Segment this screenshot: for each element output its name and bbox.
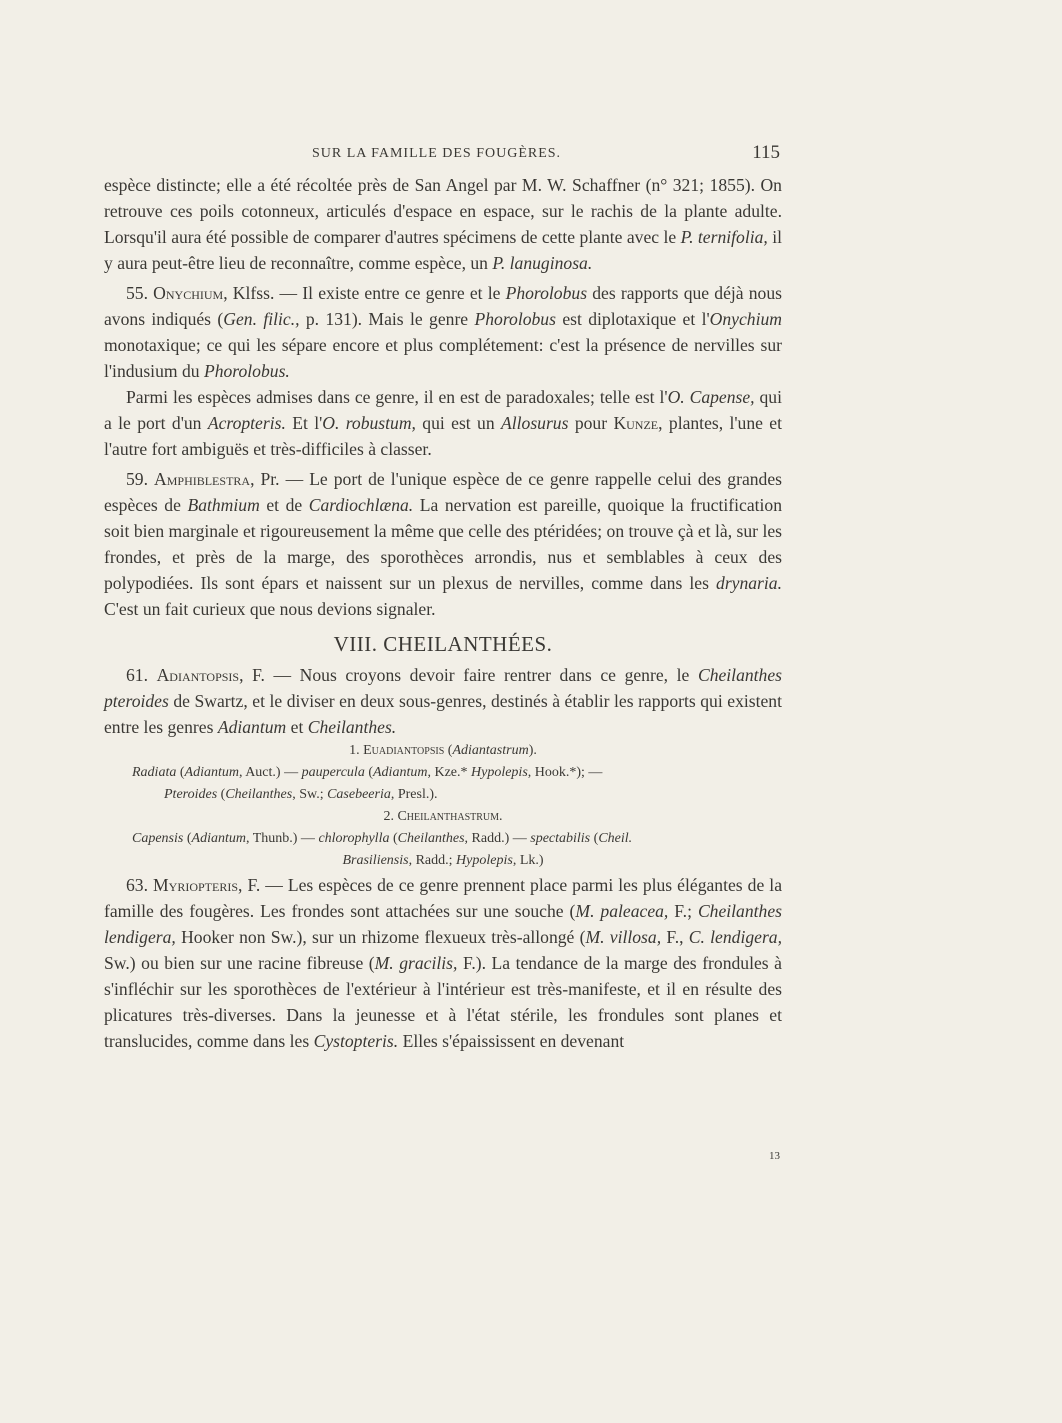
- text-run: Elles s'épaississent en devenant: [398, 1031, 625, 1051]
- text-run: (: [364, 765, 373, 780]
- text-run: .: [499, 809, 503, 824]
- text-run: des rapports que déjà nous avons indiqués (: [104, 283, 782, 329]
- text-run: monotaxique; ce qui les sépare encore et plus complétement: c'est la présence de nervilles sur l'indusium du: [104, 335, 782, 381]
- section-heading: VIII. CHEILANTHÉES.: [333, 632, 553, 656]
- paragraph-amphiblestra: [104, 466, 782, 622]
- species-name: Cheilanthes pteroides: [104, 665, 783, 711]
- subgenus-heading-1: [104, 740, 782, 762]
- running-title: SUR LA FAMILLE DES FOUGÈRES.: [312, 146, 562, 161]
- genus-italic: Cheilanthes: [225, 787, 293, 802]
- text-run: , Radd.;: [408, 853, 457, 868]
- text-run: (: [590, 831, 599, 846]
- signature-mark: 13: [769, 1150, 780, 1162]
- paragraph-continued: [104, 172, 782, 276]
- species-name: Cheilanthes lendigera,: [104, 901, 782, 947]
- text-run: (: [389, 831, 398, 846]
- species-name: P. ternifolia,: [680, 227, 768, 247]
- species-name: spectabilis: [530, 831, 591, 846]
- species-name: Capensis: [132, 831, 184, 846]
- species-name: Radiata: [132, 765, 177, 780]
- genus-italic: Onychium: [709, 309, 782, 329]
- text-run: , plantes, l'une et l'autre fort ambiguës et très-difficiles à classer.: [104, 413, 782, 459]
- genus-italic: Bathmium: [187, 495, 260, 515]
- text-line: 1855). On retrouve ces poils cotonneux, articulés d'espace en espace, sur le rachis: [104, 175, 782, 221]
- text-run: F.,: [661, 927, 689, 947]
- genus-italic: Hypolepis: [471, 765, 528, 780]
- genus-italic: Allosurus: [501, 413, 569, 433]
- text-run: , Auct.) —: [238, 765, 302, 780]
- page-body: [104, 172, 782, 1054]
- subgenus-heading-2: [104, 806, 782, 828]
- species-name: paupercula: [301, 765, 365, 780]
- species-name: O. Capense,: [667, 387, 755, 407]
- genus-italic: Phorolobus: [474, 309, 556, 329]
- text-run: est diplotaxique et l': [555, 309, 710, 329]
- page-header: [104, 144, 780, 168]
- genus-italic: Cheilanthes.: [307, 717, 397, 737]
- text-line: espèce distincte; elle a été récoltée près de San Angel par M. W. Schaffner (n° 321;: [104, 175, 705, 195]
- species-name: chlorophylla: [318, 831, 390, 846]
- text-run: de Swartz, et le diviser en deux sous-genres, destinés à établir les rapports qui existent entre les genres: [104, 691, 782, 737]
- text-run: espèce, un: [414, 253, 493, 273]
- genus-italic: Hypolepis: [456, 853, 513, 868]
- text-run: , Thunb.) —: [245, 831, 319, 846]
- genus-italic: Phorolobus: [505, 283, 588, 303]
- text-run: F.;: [668, 901, 698, 921]
- author-name: Kunze: [613, 413, 659, 433]
- text-run: , Presl.).: [390, 787, 438, 802]
- subgenus-number: 1.: [349, 743, 364, 758]
- text-run: , Pr. — Le port de l'unique espèce de ce genre rappelle celui des grandes espèces de: [104, 469, 782, 515]
- genus-italic: drynaria.: [716, 573, 782, 593]
- genus-italic: Adiantum: [373, 765, 428, 780]
- paragraph-adiantopsis: [104, 662, 782, 740]
- genus-italic: Casebeeria: [327, 787, 391, 802]
- species-name: Brasiliensis: [342, 853, 409, 868]
- paragraph-onychium-species: [104, 384, 782, 462]
- species-name: P. lanuginosa.: [492, 253, 593, 273]
- text-run: pour: [568, 413, 614, 433]
- text-run: , F. — Nous croyons devoir faire rentrer dans ce genre, le: [239, 665, 698, 685]
- genus-italic: Acropteris.: [207, 413, 286, 433]
- text-line: de la plante adulte. Lorsqu'il aura été possible de comparer d'autres spécimens de: [104, 201, 783, 247]
- subgenus-number: 2.: [383, 809, 398, 824]
- text-run: , Kze.*: [427, 765, 471, 780]
- text-run: p. 131). Mais le genre: [299, 309, 475, 329]
- text-run: , Sw.;: [292, 787, 328, 802]
- text-run: qui a le port d'un: [104, 387, 782, 433]
- species-name: Pteroides: [164, 787, 218, 802]
- entry-number: 61.: [126, 665, 157, 685]
- text-run: qui est un: [415, 413, 501, 433]
- text-run: La nervation est pareille, quoique la fructification soit bien marginale et rigoureusement la même que celle des ptéridées; on trouve çà et là, sur les frondes, et près de la marge, des sporothèces arrondis, nus et semblables à ceux des polypodiées. Ils sont épars et naissent sur un plexus de nervilles, comme dans les: [104, 495, 782, 593]
- subgenus-name: Euadiantopsis: [363, 743, 445, 758]
- genus-italic: Adiantum: [184, 765, 239, 780]
- text-run: Parmi les espèces admises dans ce genre, il en est de paradoxales; telle est l': [126, 387, 668, 407]
- entry-number: 55.: [126, 283, 154, 303]
- genus-name: Amphiblestra: [154, 469, 251, 489]
- citation-italic: Gen. filic.,: [223, 309, 300, 329]
- species-name: O. robustum,: [322, 413, 416, 433]
- text-run: Hooker non Sw.), sur un rhizome flexueux très-allongé (: [175, 927, 586, 947]
- genus-italic: Cystopteris.: [313, 1031, 399, 1051]
- text-run: (: [176, 765, 185, 780]
- species-name: C. lendigera,: [688, 927, 782, 947]
- genus-italic: Adiantum: [191, 831, 246, 846]
- paragraph-onychium: [104, 280, 782, 384]
- paragraph-myriopteris: [104, 872, 782, 1054]
- genus-italic: Cheil.: [598, 831, 633, 846]
- page-number: 115: [752, 142, 780, 163]
- text-run: , Hook.*); —: [527, 765, 603, 780]
- text-run: , Klfss. — Il existe entre ce genre et le: [223, 283, 506, 303]
- genus-name: Myriopteris: [153, 875, 239, 895]
- text-run: et de: [259, 495, 309, 515]
- subgenus-name: Cheilanthastrum: [397, 809, 500, 824]
- text-run: (: [183, 831, 192, 846]
- text-run: Sw.) ou bien sur une racine fibreuse (: [104, 953, 375, 973]
- genus-italic: Cheilanthes: [397, 831, 465, 846]
- genus-italic: Adiantum: [217, 717, 287, 737]
- text-run: cette plante avec le: [541, 227, 681, 247]
- text-run: , Lk.): [512, 853, 544, 868]
- text-run: C'est un fait curieux que nous devions signaler.: [104, 599, 436, 619]
- genus-name: Onychium: [153, 283, 224, 303]
- subgenus-1-species: [104, 762, 782, 784]
- genus-italic: Phorolobus.: [203, 361, 290, 381]
- species-name: M. gracilis,: [374, 953, 458, 973]
- entry-number: 59.: [126, 469, 155, 489]
- text-run: et: [286, 717, 308, 737]
- text-run: F.). La tendance de la marge des frondules à s'infléchir sur les sporothèces de l'extérieur à l'intérieur est très-manifeste, et il en résulte des plicatures très-diverses. Dans la jeunesse et à l'état stérile, les frondules sont planes et translucides, comme dans les: [104, 953, 782, 1051]
- text-run: , F. — Les espèces de ce genre prennent place parmi les plus élégantes de la famille des fougères. Les frondes sont attachées sur une souche (: [104, 875, 783, 921]
- text-run: Et l': [285, 413, 323, 433]
- subgenus-2-species-cont: [104, 850, 782, 872]
- text-run: (: [217, 787, 226, 802]
- subgenus-synonym: Adiantastrum: [452, 743, 529, 758]
- text-run: (: [444, 743, 453, 758]
- species-name: M. villosa,: [585, 927, 662, 947]
- genus-name: Adiantopsis: [156, 665, 240, 685]
- text-run: ).: [528, 743, 537, 758]
- subgenus-1-species-cont: [104, 784, 782, 806]
- subgenus-2-species: [104, 828, 782, 850]
- text-run: il y aura peut-être lieu de reconnaître, comme: [104, 227, 782, 273]
- species-name: M. paleacea,: [575, 901, 669, 921]
- entry-number: 63.: [126, 875, 154, 895]
- genus-italic: Cardiochlæna.: [308, 495, 414, 515]
- text-run: , Radd.) —: [464, 831, 531, 846]
